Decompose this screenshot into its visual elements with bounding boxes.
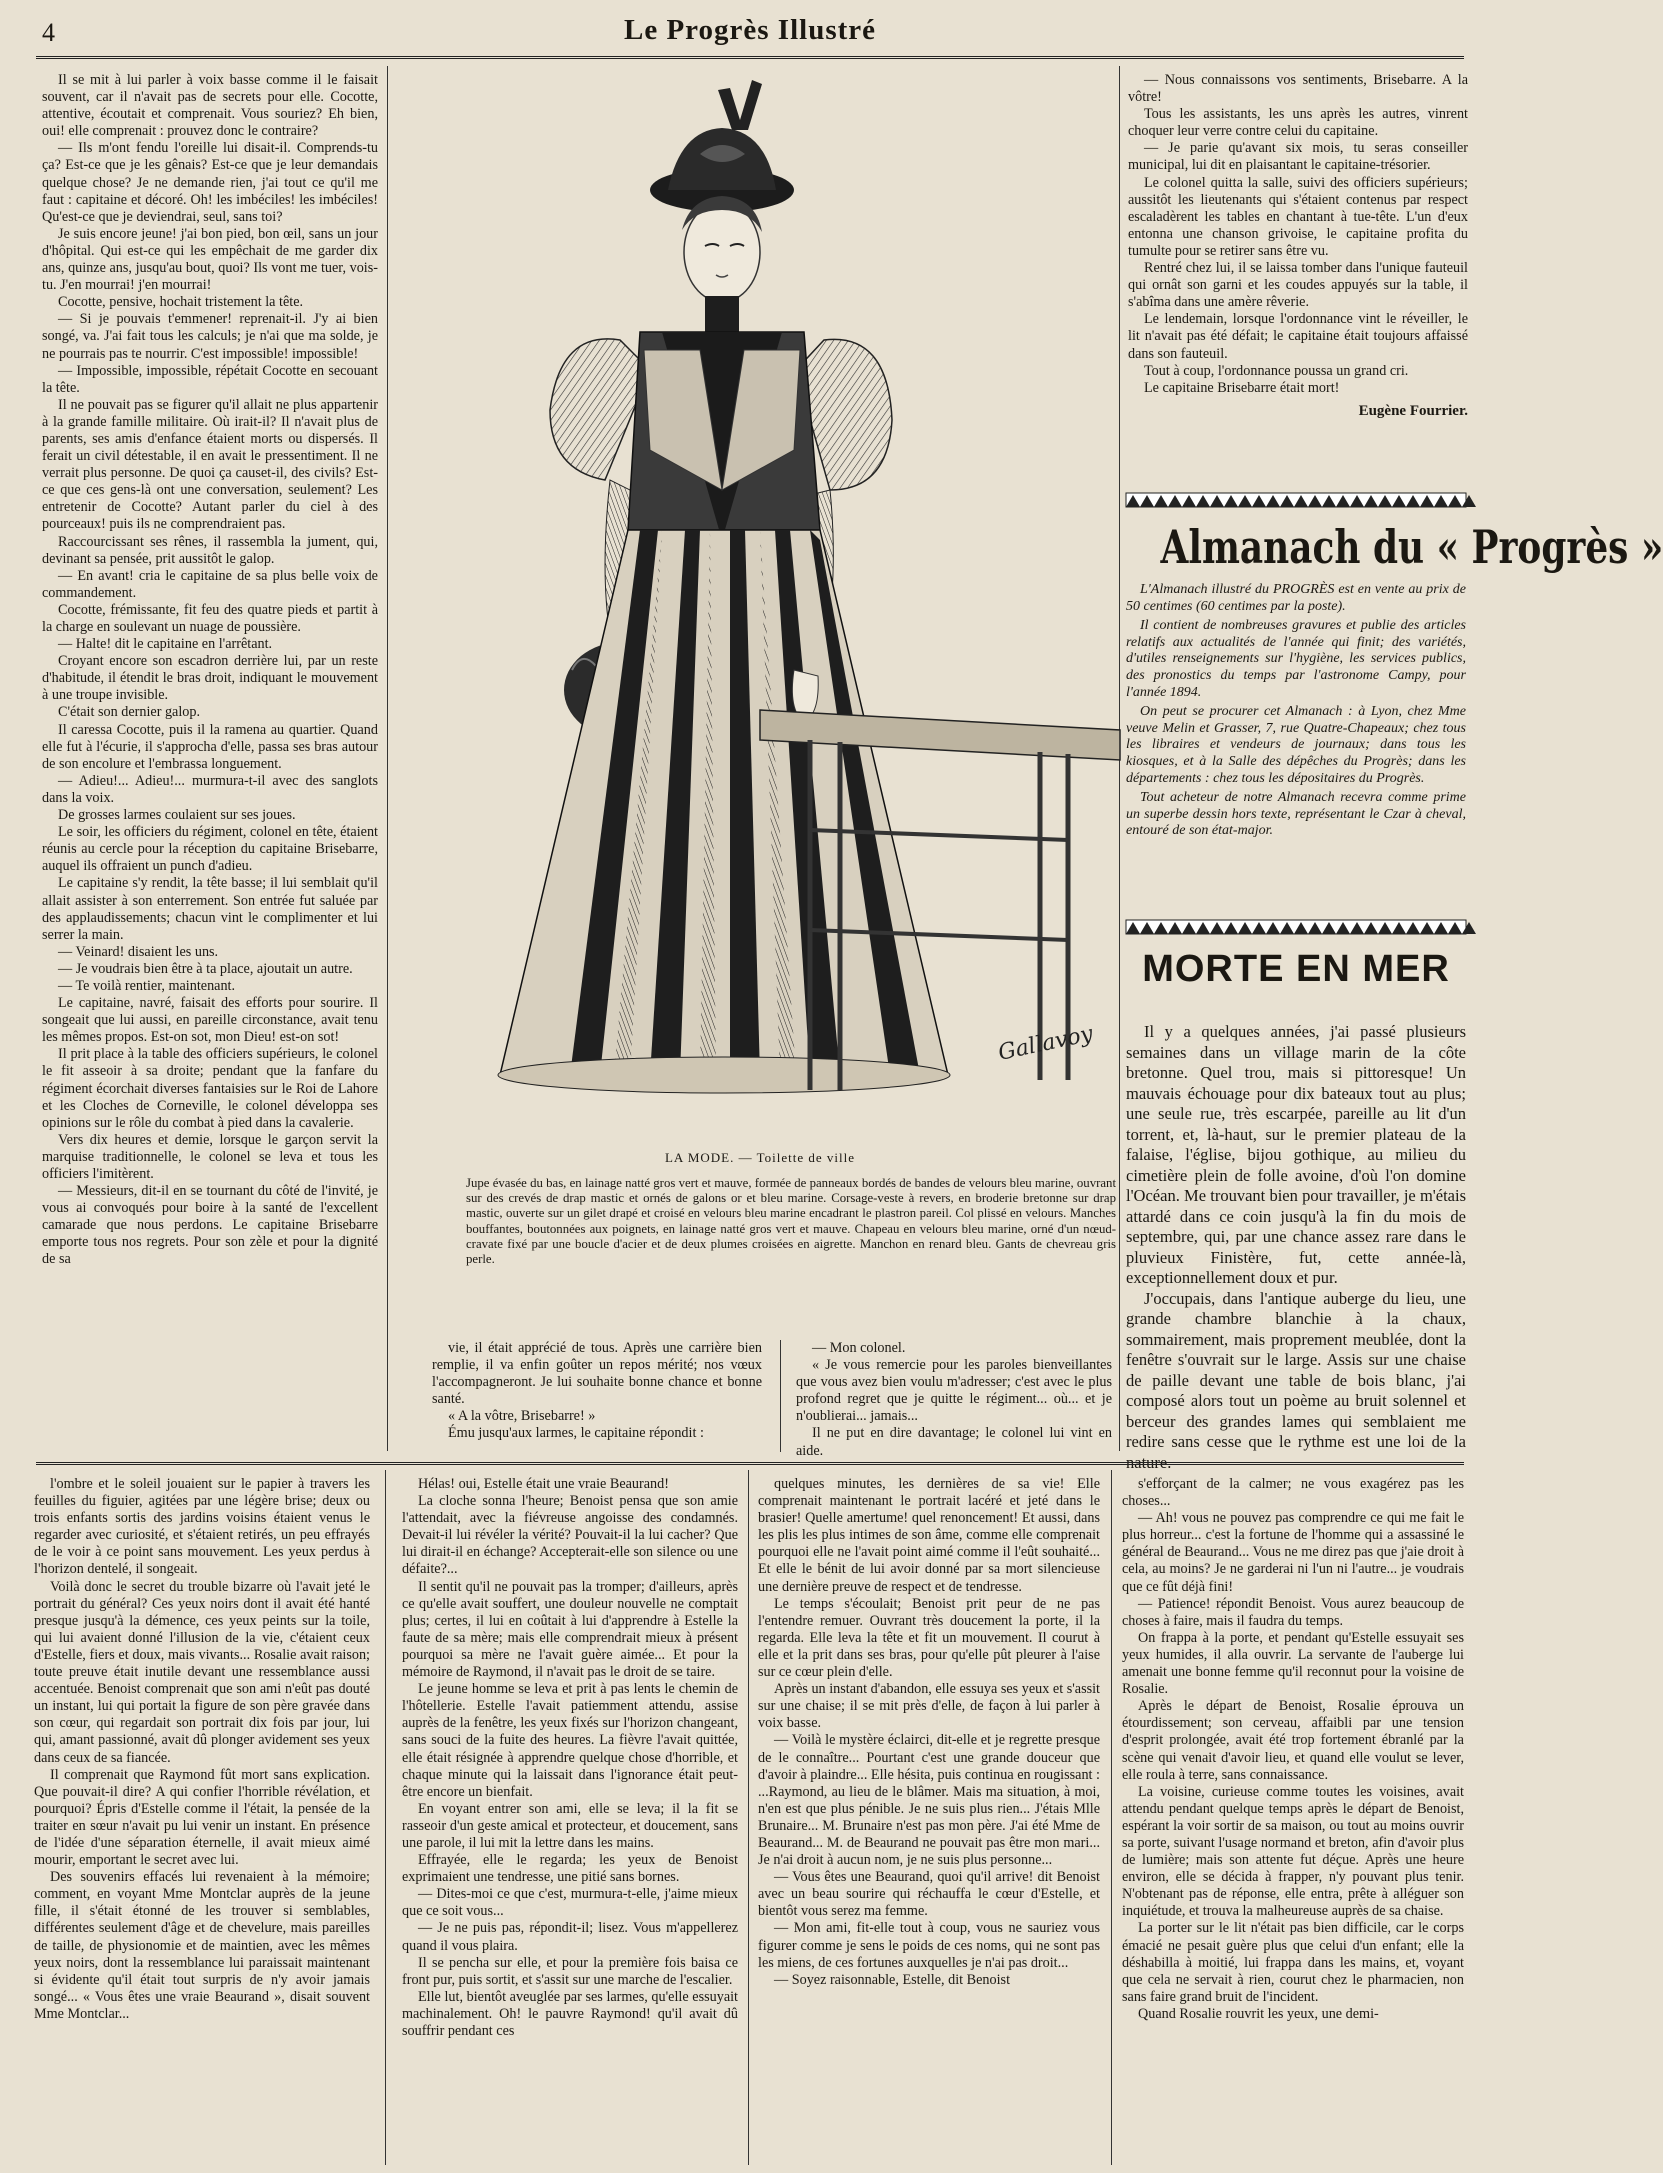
paragraph: Il y a quelques années, j'ai passé plusieurs semaines dans un village marin de la côte bretonne. Quel trou, mais si pittoresque! Un mauvais échouage pour dix bateaux tout au plus; une seule rue, très escarpée, pareille au lit d'un torrent, et, là-haut, sur le premier plateau de la falaise, l'église, bijou gothique, au milieu du cimetière plein de folle avoine, d'où l'on domine l'Océan. Me trouvant bien pour travailler, je m'étais attardé dans ce coin jusqu'à la fin du mois de septembre, qui, par une chance assez rare dans le pluvieux Finistère, fut, cette année-là, exceptionnellement doux et pur. [1126, 1022, 1466, 1287]
paragraph: Il comprenait que Raymond fût mort sans explication. Que pouvait-il dire? A qui confier l'horrible révélation, et pourquoi? Épris d'Estelle comme il l'était, la pensée de la traiter en sœur n'avait pu lui venir un instant. En présence de l'idée d'une séparation éternelle, il avait mieux aimé mourir, emportant le secret avec lui. [34, 1766, 370, 1869]
paragraph: — Ah! vous ne pouvez pas comprendre ce qui me fait le plus horreur... c'est la fortune de l'homme qui a assassiné le général de Beaurand... Vous ne me direz pas que j'aie droit à cela, au moins? Je ne garderai ni l'un ni l'autre... je voudrais que ce fût déjà fini! [1122, 1510, 1464, 1595]
paragraph: Après le départ de Benoist, Rosalie éprouva un étourdissement; son cerveau, affaibli par une tension d'esprit prolongée, avait été trop fortement ébranlé par la scène qui venait d'avoir lieu, et quand elle voulut se lever, elle roula à terre, sans connaissance. [1122, 1698, 1464, 1783]
paragraph: Tout acheteur de notre Almanach recevra comme prime un superbe dessin hors texte, représentant le Czar à cheval, entouré de son état-major. [1126, 790, 1466, 839]
paragraph: — Patience! répondit Benoist. Vous aurez beaucoup de choses à faire, mais il faudra du temps. [1122, 1595, 1464, 1629]
paragraph: Il contient de nombreuses gravures et publie des articles relatifs aux actualités de l'année qui finit; des variétés, d'utiles renseignements sur l'hygiène, les services publics, des pronostics du temps par l'astronome Campy, pour l'année 1894. [1126, 618, 1466, 700]
paragraph: Le capitaine Brisebarre était mort! [1144, 379, 1340, 396]
paragraph: Voilà donc le secret du trouble bizarre où l'avait jeté le portrait du général? Ces yeux noirs dont il avait été hanté presque jusqu'à la démence, ces yeux peints sur la toile, qui lui avaient donné l'illusion de la vie, c'étaient ceux d'Estelle, fiers et doux, mais vivants... Rosalie avait raison; toute preuve était inutile devant une ressemblance aussi accentuée. Benoist comprenait que son ami n'eût pas douté un instant, lui qui portait la figure de son père gravée dans son cœur, qui regardait son portrait dix fois par jour, lui qui, amant passionné, avait dû plonger avidement ses yeux dans ceux de sa fiancée. [34, 1578, 370, 1766]
paragraph: La porter sur le lit n'était pas bien difficile, car le corps émacié ne pesait guère plus que celui d'un enfant; elle la déshabilla à moitié, lui frappa dans les mains, et, voyant que cela ne servait à rien, courut chez le pharmacien, non sans faire grand bruit de l'incident. [1122, 1920, 1464, 2005]
paragraph: Après un instant d'abandon, elle essuya ses yeux et s'assit sur une chaise; il se mit près d'elle, de façon à lui parler à voix basse. [758, 1681, 1100, 1732]
bottom-column-4 [1122, 1476, 1464, 2166]
paragraph: Des souvenirs effacés lui revenaient à la mémoire; comment, en voyant Mme Montclar auprès de la jeune fille, il s'était étonné de les trouver si semblables, différentes seulement d'âge et de chevelure, mais pareilles de taille, de physionomie et de maintien, avec les mêmes yeux noirs, dont la ressemblance lui paraissait maintenant si évidente qu'il était tout surpris de n'y avoir jamais songé... « Vous êtes une vraie Beaurand », disait souvent Mme Montclar... [34, 1869, 370, 2022]
almanach-text [1126, 582, 1466, 843]
paragraph: On peut se procurer cet Almanach : à Lyon, chez Mme veuve Melin et Grasser, 7, rue Quatre-Chapeaux; chez tous les libraires et vendeurs de journaux; dans tous les kiosques, et à la Salle des dépêches du Progrès; dans les départements : chez tous les dépositaires du Progrès. [1126, 704, 1466, 786]
page-header [36, 10, 1464, 59]
woman-in-city-dress-illustration [400, 70, 1120, 1150]
paragraph: Le capitaine s'y rendit, la tête basse; il lui semblait qu'il allait assister à son enterrement. Son entrée fut saluée par des applaudissements; chacun vint le complimenter et lui serrer la main. [42, 875, 378, 943]
paragraph: — Voilà le mystère éclairci, dit-elle et je regrette presque de le connaître... Pourtant c'est une grande douceur que d'avoir à plaindre... Elle hésita, puis continua en rougissant : ...Raymond, au lieu de le blâmer. Mais ma situation, à moi, n'en est que plus pénible. Je ne suis plus rien... J'étais Mlle Brunaire... M. Brunaire n'est pas mon père. J'ai été Mme de Beaurand... M. de Beaurand ne pouvait pas être mon mari... Je n'ai droit à aucun nom, je ne suis plus personne... [758, 1732, 1100, 1869]
paragraph: — Nous connaissons vos sentiments, Brisebarre. A la vôtre! [1128, 72, 1468, 106]
illustration-caption: LA MODE. — Toilette de ville [664, 1150, 856, 1165]
paragraph: — Soyez raisonnable, Estelle, dit Benoist [774, 1971, 1011, 1988]
paragraph: vie, il était apprécié de tous. Après une carrière bien remplie, il va enfin goûter un repos mérité; nos vœux l'accompagneront. Je lui souhaite bonne chance et bonne santé. [432, 1340, 762, 1408]
middle-left-text [432, 1340, 762, 1452]
paragraph: Il se pencha sur elle, et pour la première fois baisa ce front pur, puis sortit, et s'assit sur une marche de l'escalier. [402, 1954, 738, 1988]
paragraph: Cocotte, pensive, hochait tristement la tête. [58, 294, 304, 311]
paragraph: — Dites-moi ce que c'est, murmura-t-elle, j'aime mieux que ce soit vous... [402, 1886, 738, 1920]
paragraph: Il prit place à la table des officiers supérieurs, le colonel le fit asseoir à sa droite; pendant que la fanfare du régiment écorchait diverses fantaisies sur le Roi de Lahore et les Cloches de Corneville, le colonel développa ses opinions sur le rôle du combat à pied dans la cavalerie. [42, 1046, 378, 1131]
paragraph: La cloche sonna l'heure; Benoist pensa que son amie l'attendait, avec la fiévreuse angoisse des condamnés. Devait-il lui révéler la vérité? Pouvait-il la lui cacher? Que lui dirait-il en échange? Accepterait-elle son silence ou une défaite?... [402, 1493, 738, 1578]
paragraph: Rentré chez lui, il se laissa tomber dans l'unique fauteuil qui ornât son garni et les coudes appuyés sur la table, il s'abîma dans une amère rêverie. [1128, 260, 1468, 311]
paragraph: Le capitaine, navré, faisait des efforts pour sourire. Il songeait que lui aussi, en pareille circonstance, avait tenu les mêmes propos. Est-on sot, mon Dieu! est-on sot! [42, 995, 378, 1046]
paragraph: — Je voudrais bien être à ta place, ajoutait un autre. [58, 960, 353, 977]
paragraph: Il se mit à lui parler à voix basse comme il le faisait souvent, car il n'avait pas de secrets pour elle. Cocotte, attentive, écoutait et comprenait. Vous souriez? Eh bien, oui! elle comprenait : prouvez donc le contraire? [42, 72, 378, 140]
paragraph: Quand Rosalie rouvrit les yeux, une demi- [1138, 2005, 1379, 2022]
section-divider [36, 1462, 1464, 1465]
paragraph: — Veinard! disaient les uns. [58, 943, 219, 960]
paragraph: « A la vôtre, Brisebarre! » [448, 1408, 596, 1425]
fashion-illustration [400, 70, 1120, 1150]
paragraph: Vers dix heures et demie, lorsque le garçon servit la marquise traditionnelle, le colonel se leva et tous les officiers l'imitèrent. [42, 1131, 378, 1182]
morte-en-mer-text [1126, 1022, 1466, 1473]
paragraph: L'Almanach illustré du PROGRÈS est en vente au prix de 50 centimes (60 centimes par la poste). [1126, 582, 1466, 614]
svg-text:Gallavoy: Gallavoy [996, 1021, 1096, 1066]
middle-right-text [796, 1340, 1112, 1459]
paragraph: Il ne pouvait pas se figurer qu'il allait ne plus appartenir à la grande famille militaire. Où irait-il? Il n'avait plus de parents, ses amis d'enfance étaient morts ou dispersés. Il ferait un civil détestable, il en avait le pressentiment. Il ne verrait plus personne. De quoi ça causet-il, des civils? Est-ce que ces gens-là ont une conversation, seulement? Les entretenir de Cocotte? Autant parler du ciel à des pourceaux! puis ils ne comprendraient pas. [42, 396, 378, 533]
illustration-description: Jupe évasée du bas, en lainage natté gros vert et mauve, formée de panneaux bordés de bandes de velours bleu marine, ouvrant sur des crevés de drap mastic et ornés de galons or et bleu marine. Corsage-veste à revers, en broderie bretonne sur drap mastic, ouverte sur un gilet drapé et croisé en velours bleu marine encadrant le plastron pareil. Col plissé en velours. Manches bouffantes, boutonnées aux poignets, en lainage natté gros vert et mauve. Chapeau en velours bleu marine, orné d'un nœud-cravate fixé par une boucle d'acier et de deux plumes croisées en aigrette. Manchon en renard bleu. Gants de chevreau gris perle. [466, 1176, 1116, 1267]
almanach-title: Almanach du « Progrès » [1160, 520, 1663, 574]
paragraph: s'efforçant de la calmer; ne vous exagérez pas les choses... [1122, 1476, 1464, 1510]
paragraph: Elle lut, bientôt aveuglée par ses larmes, qu'elle essuyait machinalement. Oh! le pauvre Raymond! qu'il avait dû souffrir pendant ces [402, 1988, 738, 2039]
paragraph: On frappa à la porte, et pendant qu'Estelle essuyait ses yeux humides, il alla ouvrir. La servante de l'auberge lui amenait une bonne femme qu'il reconnut pour la voisine de Rosalie. [1122, 1629, 1464, 1698]
page-number: 4 [42, 18, 55, 47]
column-divider [387, 66, 388, 1451]
bottom-column-3 [758, 1476, 1100, 2166]
column-divider [748, 1470, 749, 2165]
paragraph: Cocotte, frémissante, fit feu des quatre pieds et partit à la charge en soulevant un nuage de poussière. [42, 601, 378, 635]
newspaper-title: Le Progrès Illustré [623, 14, 877, 46]
paragraph: — En avant! cria le capitaine de sa plus belle voix de commandement. [42, 567, 378, 601]
bottom-column-1 [34, 1476, 370, 2166]
author-signature: Eugène Fourrier. [1358, 402, 1468, 419]
paragraph: — Adieu!... Adieu!... murmura-t-il avec des sanglots dans la voix. [42, 772, 378, 806]
paragraph: Je suis encore jeune! j'ai bon pied, bon œil, sans un jour d'hôpital. Qui est-ce qui les empêchait de me garder dix ans, quinze ans, jusqu'au bout, quoi? Ils vont me tuer, vois-tu. J'en mourrai! j'en mourrai! [42, 225, 378, 294]
paragraph: La voisine, curieuse comme toutes les voisines, avait attendu pendant quelque temps après le départ de Benoist, espérant la voir sortir de sa maison, ou tout au moins ouvrir sa porte, suivant l'usage normand et breton, afin d'avoir plus de lumière; mais son attente fut déçue. Après une heure environ, elle se décida à frapper, n'y pouvant plus tenir. N'obtenant pas de réponse, elle entra, prête à alléguer son inquiétude, et trouva la malheureuse auprès de sa chaise. [1122, 1783, 1464, 1920]
paragraph: — Si je pouvais t'emmener! reprenait-il. J'y ai bien songé, va. J'ai fait tous les calculs; je n'ai que ma solde, je ne pourrais pas te nourrir. C'est impossible! impossible! [42, 311, 378, 362]
decorative-border [1126, 493, 1466, 507]
bottom-column-2 [402, 1476, 738, 2166]
paragraph: Le colonel quitta la salle, suivi des officiers supérieurs; aussitôt les lieutenants qui s'étaient contenus par respect escaladèrent les tables en chantant à tue-tête. L'un d'eux entonna une chanson grivoise, le capitaine profita du tumulte pour se retirer sans être vu. [1128, 174, 1468, 259]
paragraph: Le jeune homme se leva et prit à pas lents le chemin de l'hôtellerie. Estelle l'avait patiemment attendu, assise auprès de la fenêtre, les yeux fixés sur l'horizon changeant, sans souci de la fuite des heures. La fièvre l'avait quittée, elle était résignée à apprendre quelque chose d'horrible, et chaque minute qui la laissait dans l'ignorance était peut-être encore un bienfait. [402, 1681, 738, 1800]
right-column-story-end [1128, 72, 1468, 470]
paragraph: Raccourcissant ses rênes, il rassembla la jument, qui, devinant sa pensée, prit aussitôt le galop. [42, 533, 378, 567]
paragraph: Tous les assistants, les uns après les autres, vinrent choquer leur verre contre celui du capitaine. [1128, 106, 1468, 140]
paragraph: Croyant encore son escadron derrière lui, par un reste d'habitude, il étendit le bras droit, indiquant le mouvement à une troupe invisible. [42, 653, 378, 704]
paragraph: — Mon ami, fit-elle tout à coup, vous ne sauriez vous figurer comme je sens le poids de ces noms, qui ne sont pas les miens, de ces fortunes auxquelles je n'ai pas droit... [758, 1920, 1100, 1971]
paragraph: J'occupais, dans l'antique auberge du lieu, une grande chambre blanchie à la chaux, sommairement, mais proprement meublée, dont la fenêtre s'ouvrait sur le large. Assis sur une chaise de paille devant une table de bois blanc, j'ai composé alors tout un poème au bruit solennel et berceur des grandes lames qui semblaient me redire sans cesse que le rythme est une loi de la nature. [1126, 1288, 1466, 1472]
paragraph: — Halte! dit le capitaine en l'arrêtant. [58, 636, 273, 653]
paragraph: Il sentit qu'il ne pouvait pas la tromper; d'ailleurs, après ce qu'elle avait souffert, une douleur nouvelle ne comptait plus; certes, il lui en coûtait à lui d'apprendre à Estelle la faute de sa mère; mais elle comprendrait mieux à présent pourquoi sa mère ne l'avait guère aimée... Et pour la mémoire de Raymond, il n'avait pas le droit de se taire. [402, 1578, 738, 1681]
paragraph: Hélas! oui, Estelle était une vraie Beaurand! [418, 1476, 669, 1492]
column-divider [385, 1470, 386, 2165]
paragraph: Il ne put en dire davantage; le colonel lui vint en aide. [796, 1425, 1112, 1459]
paragraph: Il caressa Cocotte, puis il la ramena au quartier. Quand elle fut à l'écurie, il s'approcha d'elle, passa ses bras autour de son encolure et l'embrassa longuement. [42, 721, 378, 772]
left-column-text [42, 72, 378, 1447]
article-title-morte-en-mer: MORTE EN MER [1142, 948, 1450, 990]
paragraph: quelques minutes, les dernières de sa vie! Elle comprenait maintenant le portrait lacéré et jeté dans le brasier! Quelle amertume! quel renoncement! Et aussi, dans les plis les plus intimes de son âme, comme elle comprenait pourquoi elle ne l'avait point aimé comme il l'eût souhaité... Et elle le bénit de lui avoir donné par sa mort silencieuse une dernière preuve de respect et de tendresse. [758, 1476, 1100, 1595]
decorative-border [1126, 920, 1466, 934]
paragraph: — Ils m'ont fendu l'oreille lui disait-il. Comprends-tu ça? Est-ce que je les gênais? Est-ce que je leur demandais quelque chose? Je ne demande rien, j'ai tout ce qu'il me faut : capitaine et décoré. Oh! les imbéciles! les imbéciles! Qu'est-ce que je deviendrai, seul, sans toi? [42, 140, 378, 225]
paragraph: Le soir, les officiers du régiment, colonel en tête, étaient réunis au cercle pour la réception du capitaine Brisebarre, auquel ils offraient un punch d'adieu. [42, 824, 378, 875]
paragraph: C'était son dernier galop. [58, 704, 201, 721]
paragraph: — Vous êtes une Beaurand, quoi qu'il arrive! dit Benoist avec un beau sourire qui réchauffa le cœur d'Estelle, et bientôt vous serez ma femme. [758, 1869, 1100, 1920]
paragraph: — Je parie qu'avant six mois, tu seras conseiller municipal, lui dit en plaisantant le capitaine-trésorier. [1128, 140, 1468, 174]
paragraph: Ému jusqu'aux larmes, le capitaine répondit : [448, 1425, 704, 1442]
column-divider [1111, 1470, 1112, 2165]
paragraph: Tout à coup, l'ordonnance poussa un grand cri. [1144, 362, 1409, 379]
paragraph: Le lendemain, lorsque l'ordonnance vint le réveiller, le lit n'avait pas été défait; le capitaine était toujours affaissé dans son fauteuil. [1128, 311, 1468, 362]
paragraph: Le temps s'écoulait; Benoist prit peur de ne pas l'entendre remuer. Ouvrant très doucement la porte, il la regarda. Elle leva la tête et fit un mouvement. Il courut à elle et la prit dans ses bras, pour qu'elle pût pleurer à l'aise sur ce cœur plein d'elle. [758, 1595, 1100, 1681]
paragraph: — Mon colonel. [812, 1340, 906, 1356]
paragraph: — Messieurs, dit-il en se tournant du côté de l'invité, je vous ai convoqués pour boire à la santé de l'excellent camarade que nous perdons. Le capitaine Brisebarre emporte tous nos regrets. Pour son zèle et pour la dignité de sa [42, 1183, 378, 1268]
paragraph: Effrayée, elle le regarda; les yeux de Benoist exprimaient une tendresse, une pitié sans bornes. [402, 1852, 738, 1886]
column-divider [780, 1340, 781, 1452]
paragraph: En voyant entrer son ami, elle se leva; il la fit se rasseoir d'un geste amical et protecteur, et doucement, sans une parole, il lui mit la lettre dans les mains. [402, 1800, 738, 1851]
paragraph: « Je vous remercie pour les paroles bienveillantes que vous avez bien voulu m'adresser; c'est avec le plus profond regret que je quitte le régiment... où... et je n'oublierai... jamais... [796, 1357, 1112, 1425]
paragraph: — Te voilà rentier, maintenant. [58, 977, 236, 994]
paragraph: De grosses larmes coulaient sur ses joues. [58, 807, 296, 824]
paragraph: — Je ne puis pas, répondit-il; lisez. Vous m'appellerez quand il vous plaira. [402, 1920, 738, 1954]
paragraph: l'ombre et le soleil jouaient sur le papier à travers les feuilles du figuier, agitées par une légère brise; deux ou trois enfants sortis des jardins voisins étaient venus le regarder avec curiosité, et s'étaient retirés, un peu effrayés de le voir à ce point sans mouvement. Les yeux perdus à l'horizon dentelé, il songeait. [34, 1476, 370, 1578]
paragraph: — Impossible, impossible, répétait Cocotte en secouant la tête. [42, 362, 378, 396]
